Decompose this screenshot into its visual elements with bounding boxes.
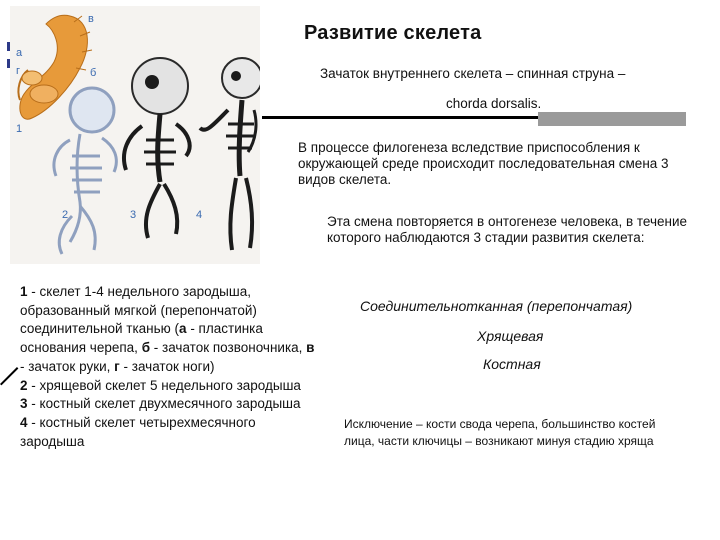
caption-text-3: - костный скелет двухмесячного зародыша (27, 396, 301, 412)
figure-label-a: а (16, 47, 23, 59)
caption-text-v: - зачаток руки, (20, 358, 115, 374)
caption-key-g: г (114, 358, 120, 374)
stage-connective: Соединительнотканная (перепончатая) (360, 298, 633, 314)
stage-cartilage: Хрящевая (477, 328, 544, 344)
exception-note: Исключение – кости свода черепа, большинство костей лица, части ключицы – возникают минуя стадию хряща (344, 417, 656, 448)
decorative-diagonal-line (0, 367, 18, 385)
divider-line (262, 116, 538, 119)
caption-text-2: - хрящевой скелет 5 недельного зародыша (27, 377, 301, 393)
bone-skeleton-figure-4 (200, 58, 260, 250)
ontogenesis-paragraph: Эта смена повторяется в онтогенезе человека, в течение которого наблюдаются 3 стадии развития скелета: (327, 214, 688, 245)
subtitle-line-1: Зачаток внутреннего скелета – спинная струна – (320, 66, 626, 81)
figure-label-3: 3 (130, 209, 137, 221)
subtitle-line-2: chorda dorsalis. (446, 96, 542, 111)
figure-label-2: 2 (62, 209, 69, 221)
caption-num-3: 3 (20, 396, 28, 412)
figure-label-4: 4 (196, 209, 203, 221)
figure-label-1: 1 (16, 123, 23, 135)
figure-label-g: г (16, 65, 21, 77)
caption-text-b: - зачаток позвоночника, (150, 340, 307, 356)
divider-gray-block (538, 112, 686, 126)
phylogenesis-paragraph: В процессе филогенеза вследствие приспособления к окружающей среде происходит последовательная смена 3 видов скелета. (298, 140, 669, 187)
caption-key-b: б (141, 340, 151, 356)
skeleton-development-illustration (10, 6, 260, 264)
figure-label-b: б (90, 67, 97, 79)
caption-num-2: 2 (20, 377, 28, 393)
cartilage-skeleton-figure-2 (54, 88, 116, 254)
page-title: Развитие скелета (304, 22, 482, 44)
skeleton-figures-svg (10, 6, 260, 264)
caption-text-a: - пластинка основания черепа, (20, 321, 263, 356)
caption-text-g: - зачаток ноги) (119, 358, 215, 374)
figure-label-v: в (88, 13, 94, 25)
caption-text-4: - костный скелет четырехмесячного зародыша (20, 414, 256, 449)
caption-num-1: 1 (20, 284, 28, 299)
caption-text-1: - скелет 1-4 недельного зародыша, образованный мягкой (перепончатой) соединительной тканью ( (20, 284, 257, 337)
caption-key-v: в (306, 340, 315, 356)
caption-num-4: 4 (20, 414, 28, 430)
caption-key-a: а (179, 321, 187, 337)
stage-bone: Костная (483, 356, 541, 372)
figure-caption (20, 283, 318, 451)
